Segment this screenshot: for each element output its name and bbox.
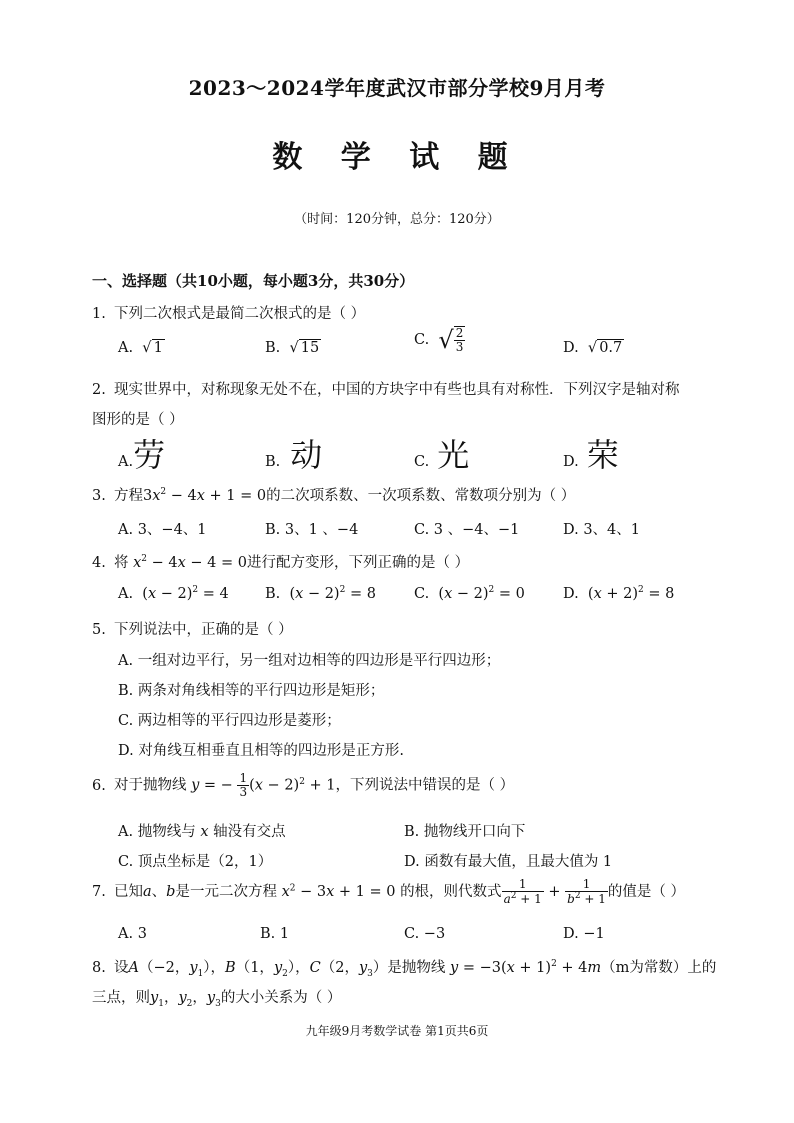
q7-option-c: C. −3: [404, 926, 446, 942]
option-value: 1: [153, 340, 163, 356]
option-rhs: = 4: [202, 585, 229, 602]
q6-option-b: B. 抛物线开口向下: [404, 824, 526, 840]
question-number: 5.: [92, 622, 106, 638]
option-label: A.: [118, 454, 134, 470]
q4-option-a: A. $(x - 2)^2 = 4$: [118, 585, 229, 602]
q3-option-b: B. 3、1 、−4: [265, 522, 359, 538]
option-label: B.: [265, 454, 281, 470]
q5-option-d: D. 对角线互相垂直且相等的四边形是正方形.: [118, 743, 404, 759]
q6-option-c: C. 顶点坐标是（2，1）: [118, 854, 273, 870]
option-label: A.: [118, 585, 134, 602]
question-6: 6. 对于抛物线 y = − $\frac{1}{3}$ $(x - 2)^2 + 1$，下列说法中错误的是（ ）: [92, 771, 515, 800]
question-number: 1.: [92, 306, 106, 322]
option-value: 15: [300, 340, 320, 356]
q1-option-d: D. √ 0.7: [563, 340, 623, 356]
q2-option-b: [265, 430, 322, 476]
q5-option-a: A. 一组对边平行，另一组对边相等的四边形是平行四边形；: [118, 653, 501, 669]
question-text: 已知: [114, 884, 143, 901]
q3-option-d: D. 3、4、1: [563, 522, 641, 538]
option-char: 荣: [586, 436, 619, 474]
page-footer: 九年级9月考数学试卷 第1页共6页: [305, 1024, 489, 1038]
option-label: D.: [563, 340, 579, 356]
question-text: 进行配方变形，下列正确的是（ ）: [247, 555, 470, 571]
question-3: 3. 方程$3x^2 - 4x + 1 = 0$的二次项系数、一次项系数、常数项分别为（ ）: [92, 487, 576, 504]
q5-option-c: C. 两边相等的平行四边形是菱形；: [118, 713, 341, 729]
option-label: A.: [118, 340, 134, 356]
option-label: C.: [414, 332, 430, 349]
option-rhs: = 8: [648, 585, 675, 602]
question-text: 下列二次根式是最简二次根式的是（ ）: [114, 306, 366, 322]
question-8-line2: 三点，则$y_1$，$y_2$，$y_3$的大小关系为（ ）: [92, 990, 342, 1009]
question-2-line2: 图形的是（ ）: [92, 412, 184, 428]
q1-option-c: C. √ $\frac{2}{3}$: [414, 326, 464, 355]
q5-option-b: B. 两条对角线相等的平行四边形是矩形；: [118, 683, 385, 699]
option-label: D.: [563, 454, 579, 470]
question-number: 7.: [92, 884, 106, 901]
option-label: B.: [265, 340, 281, 356]
question-text: 的大小关系为（ ）: [220, 990, 342, 1006]
option-label: C.: [414, 585, 430, 602]
fraction-numerator: 2: [455, 326, 464, 340]
option-rhs: = 0: [498, 585, 525, 602]
fraction-denominator: 3: [455, 340, 464, 355]
question-text: 三点，则: [92, 990, 150, 1006]
question-8: 8. 设A（−2，$y_1$），B（1，$y_2$），C（2，$y_3$）是抛物线 $y = -3(x + 1)^2 + 4m(m$为常数）上的: [92, 959, 717, 979]
question-text: （m为常数）上的: [601, 960, 717, 976]
option-rhs: = 8: [349, 585, 376, 602]
q1-option-a: A. √ 1: [118, 340, 163, 356]
question-5: [92, 618, 293, 639]
exam-meta: （时间：120分钟，总分：120分）: [294, 212, 500, 227]
question-text: 设: [114, 960, 129, 976]
question-number: 8.: [92, 960, 106, 976]
q2-option-a: [118, 430, 165, 476]
q3-option-a: A. 3、−4、1: [118, 522, 207, 538]
question-1: [92, 302, 365, 323]
q1-option-b: B. √ 15: [265, 340, 320, 356]
q2-option-d: [563, 430, 619, 476]
q4-option-c: C. $(x - 2)^2 = 0$: [414, 585, 525, 602]
question-text: ，下列说法中错误的是（ ）: [335, 777, 515, 794]
question-number: 2.: [92, 382, 106, 398]
option-label: D.: [563, 585, 579, 602]
q2-option-c: [414, 430, 469, 476]
question-text: 的二次项系数、一次项系数、常数项分别为（ ）: [266, 488, 576, 504]
q7-option-a: A. 3: [118, 926, 147, 942]
question-text: 下列说法中，正确的是（ ）: [114, 622, 293, 638]
section-title: 一、选择题（共10小题，每小题3分，共30分）: [92, 272, 415, 290]
q4-option-d: D. $(x + 2)^2 = 8$: [563, 585, 675, 602]
question-number: 6.: [92, 777, 106, 794]
option-label: B.: [265, 585, 281, 602]
question-text: 的根，则代数式: [400, 884, 502, 901]
option-value: 0.7: [599, 340, 623, 356]
question-text: 方程3: [114, 488, 153, 504]
subject-title: 数 学 试 题: [272, 140, 522, 175]
option-text: A. 抛物线与: [118, 824, 196, 840]
option-char: 动: [290, 436, 323, 474]
q6-option-a: A. 抛物线与 x 轴没有交点: [118, 824, 286, 840]
option-label: C.: [414, 454, 430, 470]
q4-option-b: B. $(x - 2)^2 = 8$: [265, 585, 376, 602]
question-2: [92, 378, 680, 399]
option-char: 劳: [133, 436, 166, 474]
question-text: 现实世界中，对称现象无处不在，中国的方块字中有些也具有对称性．下列汉字是轴对称: [114, 382, 680, 398]
question-text: 对于抛物线: [114, 777, 187, 794]
question-number: 4.: [92, 555, 106, 571]
question-text: 是一元二次方程: [175, 884, 277, 901]
exam-title: 2023～2024学年度武汉市部分学校9月月考: [188, 76, 606, 100]
question-text: 的值是（ ）: [607, 884, 686, 901]
question-4: 4. 将 $x^2 - 4x - 4 = 0$进行配方变形，下列正确的是（ ）: [92, 554, 470, 571]
q6-option-d: D. 函数有最大值，且最大值为 1: [404, 854, 613, 870]
option-text: 轴没有交点: [213, 824, 286, 840]
q7-option-b: B. 1: [260, 926, 290, 942]
question-text: 将: [114, 555, 129, 571]
q7-option-d: D. −1: [563, 926, 605, 942]
question-7: 7. 已知a、b是一元二次方程 $x^2 - 3x + 1 = 0$ 的根，则代数式 $\frac{1}{a^2 + 1}$ + $\frac{1}{b^2 + 1}$ 的值是（ ）: [92, 877, 686, 907]
question-text: 是抛物线: [387, 960, 446, 976]
option-char: 光: [437, 436, 470, 474]
question-number: 3.: [92, 488, 106, 504]
q3-option-c: C. 3 、−4、−1: [414, 522, 520, 538]
